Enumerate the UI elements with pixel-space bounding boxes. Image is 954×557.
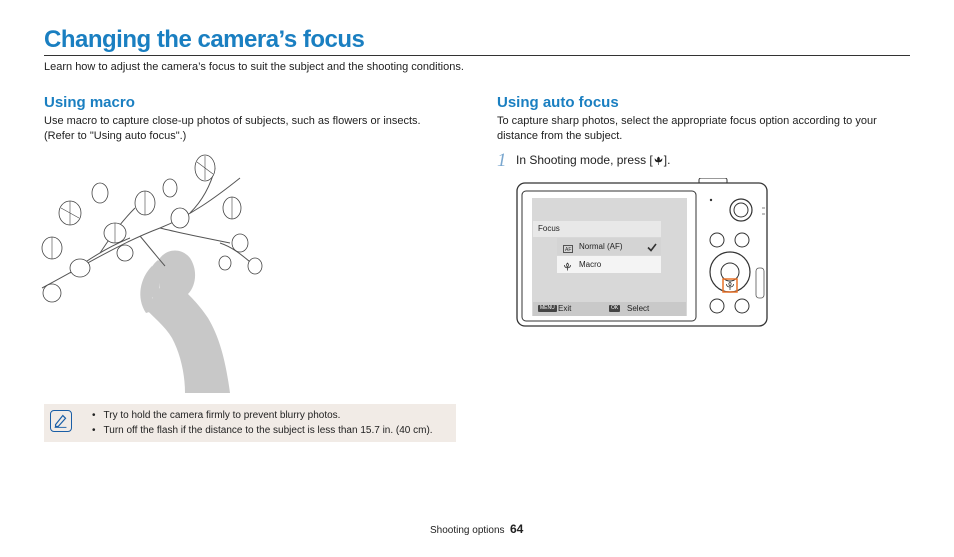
focus-option-normal-label: Normal (AF) [579, 242, 623, 251]
ok-button-chip[interactable]: OK [611, 305, 619, 311]
intro-text: Learn how to adjust the camera’s focus to suit the subject and the shooting conditions. [44, 61, 464, 73]
macro-line-2: (Refer to "Using auto focus".) [44, 130, 187, 142]
select-label: Select [627, 304, 650, 313]
note-item: • Try to hold the camera firmly to prevent blurry photos. [84, 408, 433, 423]
macro-heading: Using macro [44, 94, 135, 111]
focus-menu-title: Focus [533, 221, 661, 237]
menu-button-chip[interactable]: MENU [540, 305, 555, 311]
exit-label: Exit [558, 304, 572, 313]
note-item: • Turn off the flash if the distance to the subject is less than 15.7 in. (40 cm). [84, 423, 433, 438]
macro-line-1: Use macro to capture close-up photos of subjects, such as flowers or insects. [44, 115, 421, 127]
autofocus-heading: Using auto focus [497, 94, 619, 111]
screen-footer-bar [533, 302, 686, 316]
title-rule [44, 55, 910, 56]
step-number: 1 [497, 150, 507, 171]
page-number: 64 [510, 522, 524, 536]
note-box [44, 404, 456, 442]
focus-option-macro[interactable] [557, 256, 661, 273]
flower-icon [563, 260, 572, 277]
autofocus-description [497, 114, 907, 144]
step-instruction [516, 153, 670, 169]
flower-icon [653, 155, 664, 169]
macro-illustration [40, 148, 270, 393]
footer-section: Shooting options [430, 525, 505, 536]
autofocus-line-1: To capture sharp photos, select the appropriate focus option according to your [497, 115, 877, 127]
focus-option-normal[interactable] [557, 238, 661, 255]
page-title: Changing the camera’s focus [44, 26, 365, 53]
note-pencil-icon [50, 410, 72, 432]
focus-menu [533, 221, 661, 273]
macro-description [44, 114, 444, 144]
note-list [84, 408, 433, 438]
focus-option-macro-label: Macro [579, 260, 602, 269]
step-text-after: ]. [663, 153, 671, 167]
svg-text:AF: AF [565, 247, 572, 253]
autofocus-line-2: distance from the subject. [497, 130, 623, 142]
step-text-before: In Shooting mode, press [ [516, 153, 653, 167]
